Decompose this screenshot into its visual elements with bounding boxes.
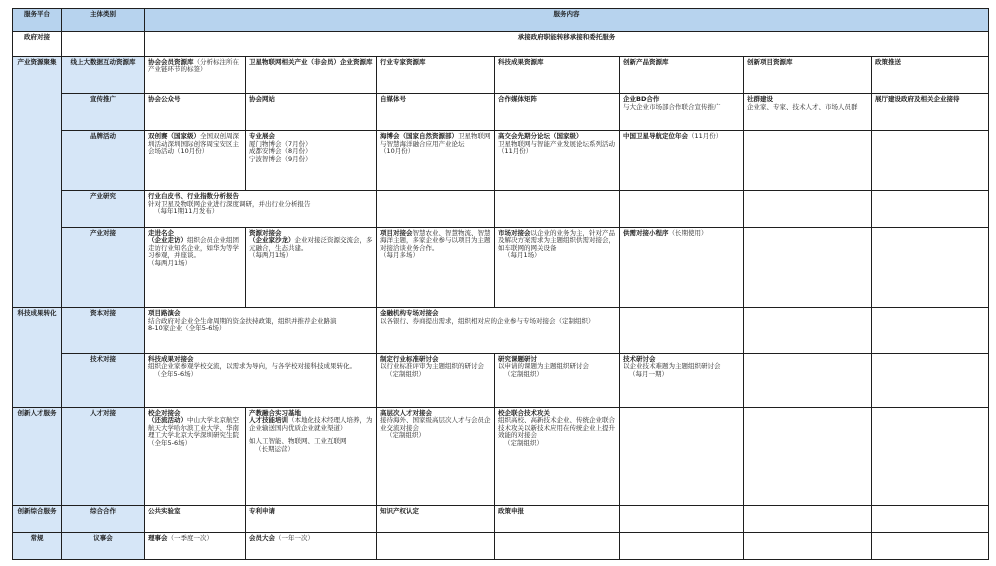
tech-dock-row [13, 353, 989, 407]
talent-c2-text: （本地化技术经理人培养，为企业输送国内优质企业就业渠道） [249, 416, 373, 432]
capital-label: 资本对接 [62, 308, 145, 354]
regular-row [13, 533, 989, 560]
brand-c3-title: 海博会（国家自然资源部） [380, 132, 458, 141]
brand-c1 [145, 131, 246, 191]
online-c2 [246, 56, 377, 93]
comprehensive-row [13, 506, 989, 533]
capital-c3-title: 金融机构专场对接会 [380, 309, 439, 318]
promo-c2-text: 协会网站 [249, 94, 275, 103]
comprehensive-c4-text: 政策申报 [498, 507, 524, 516]
brand-c4 [495, 131, 620, 191]
research-c5 [620, 191, 744, 227]
research-c3 [377, 191, 495, 227]
talent-row [13, 407, 989, 505]
comprehensive-c6 [744, 506, 872, 533]
online-c7-title: 政策推送 [875, 57, 901, 66]
techdock-c3-title: 制定行业标准研讨会 [380, 354, 439, 363]
techdock-c4-text: 以申请的课题为主题组织研讨会 [498, 362, 589, 371]
dock-c5-text: （长期使用） [668, 228, 708, 237]
dock-c3-title: 项目对接会 [380, 228, 413, 237]
talent-c1-title: 校企对接会 [148, 408, 181, 417]
regular-c2 [246, 533, 377, 560]
comprehensive-c5 [620, 506, 744, 533]
online-c4 [495, 56, 620, 93]
brand-c2-title: 专业展会 [249, 132, 275, 141]
research-c6 [744, 191, 872, 227]
comprehensive-c3 [377, 506, 495, 533]
promo-c4-text: 合作媒体矩阵 [498, 94, 537, 103]
brand-c2-line2: 成都安博会（8月份） [249, 147, 312, 156]
dock-c4 [495, 227, 620, 308]
research-c1 [145, 191, 377, 227]
comprehensive-c4 [495, 506, 620, 533]
techdock-c4-time: （定制组织） [504, 370, 543, 379]
online-c1-note: （分析标注所在产业链环节的标签） [148, 57, 239, 74]
brand-c4-title: 高交会先期分论坛（国家级） [498, 132, 583, 141]
promo-c4 [495, 93, 620, 130]
dock-c4-time: （每月1场） [504, 251, 541, 260]
online-c4-title: 科技成果资源库 [498, 57, 544, 66]
talent-c1-sub: （还流活动） [148, 416, 187, 425]
online-c5-title: 创新产品资源库 [623, 57, 669, 66]
gov-empty [62, 31, 145, 56]
techdock-c3-text: 以行业标准评审为主题组织的研讨会 [380, 362, 484, 371]
dock-label: 产业对接 [62, 227, 145, 308]
dock-c6 [744, 227, 872, 308]
regular-c2-text: （一年一次） [275, 534, 314, 542]
brand-c5-title: 中国卫星导航定位年会 [623, 132, 688, 141]
techdock-c5-time: （每月一期） [629, 370, 668, 379]
regular-c5 [620, 533, 744, 560]
comprehensive-c2-text: 专利申请 [249, 507, 275, 516]
talent-c5 [620, 407, 744, 505]
industry-promo-row [13, 93, 989, 130]
brand-c3 [377, 131, 495, 191]
regular-c1-title: 理事会 [148, 534, 168, 542]
brand-c2-line1: 厦门物博会（7月份） [249, 139, 312, 148]
talent-c3-time: （定制组织） [386, 431, 425, 440]
talent-c4-text: 组织高校、高新技术企业、传统企业联合技术攻关以新技术应用在传统企业上提升效能的对接会 [498, 416, 615, 440]
regular-sub: 议事会 [62, 533, 145, 560]
techdock-c4-title: 研究课题研讨 [498, 354, 537, 363]
talent-c2-line3: （长期运营） [255, 445, 294, 454]
brand-c6 [744, 131, 872, 191]
dock-c1-title: 走进名企 [148, 228, 174, 237]
techdock-c6 [744, 353, 872, 407]
online-c3 [377, 56, 495, 93]
dock-c2-time: （每两月1场） [249, 251, 293, 260]
talent-c3-title: 高层次人才对接会 [380, 408, 432, 417]
promo-c5-text: 与大企业市场部合作联合宣传推广 [623, 102, 721, 111]
dock-c2-sub: （企业家沙龙） [249, 236, 295, 245]
dock-c5-title: 供需对接小程序 [623, 228, 669, 237]
promo-c1 [145, 93, 246, 130]
brand-c5-text: （11月份） [688, 132, 723, 141]
capital-c3-text: 以各银行、券商提出需求，组织相对应的企业参与专场对接会（定制组织） [380, 316, 595, 325]
research-label: 产业研究 [62, 191, 145, 227]
dock-c3-time: （每月多场） [380, 251, 419, 260]
comprehensive-sub: 综合合作 [62, 506, 145, 533]
regular-c2-title: 会员大会 [249, 534, 275, 542]
promo-c7-text: 展厅建设政府及相关企业接待 [875, 94, 960, 103]
capital-c1-text: 结合政府对企业全生命周期的资金扶持政策，组织并推荐企业路演 [148, 316, 337, 325]
brand-c2-line3: 宁波智博会（9月份） [249, 154, 312, 163]
research-c1-text: 针对卫星及物联网企业进行深度调研，并出行业分析报告 [148, 199, 311, 208]
header-row [13, 9, 989, 32]
talent-c4-title: 校企联合技术攻关 [498, 408, 550, 417]
regular-label: 常规 [13, 533, 62, 560]
regular-c1-text: （一季度一次） [167, 534, 213, 542]
brand-label: 品牌活动 [62, 131, 145, 191]
talent-c6 [744, 407, 872, 505]
dock-c3 [377, 227, 495, 308]
capital-c1-title: 项目路演会 [148, 309, 181, 318]
comprehensive-c2 [246, 506, 377, 533]
talent-c4-time: （定制组织） [504, 439, 543, 448]
talent-c3-text: 接待海外、国家级高层次人才与会员企业交流对接会 [380, 416, 491, 432]
capital-c5 [620, 308, 744, 354]
dock-c1-time: （每两月1场） [148, 258, 192, 267]
brand-c4-text: 卫星物联网与智能产业发展论坛系列活动（11月份） [498, 139, 615, 156]
comprehensive-c1 [145, 506, 246, 533]
dock-c2-text: 企业对接泛资源交流会，多元融合，生态共建。 [249, 236, 373, 252]
gov-row [13, 31, 989, 56]
talent-c4 [495, 407, 620, 505]
tech-capital-row [13, 308, 989, 354]
talent-c2-line2: 如人工智能、物联网、工业互联网 [249, 437, 347, 446]
talent-c2-title: 产教融合实习基地 [249, 408, 301, 417]
research-c7 [872, 191, 989, 227]
online-c7 [872, 56, 989, 93]
brand-c1-title: 双创赛（国家级） [148, 132, 200, 141]
regular-c6 [744, 533, 872, 560]
capital-c6 [744, 308, 872, 354]
promo-c7 [872, 93, 989, 130]
capital-c1-line2: 8-10家企业（全年5-6场） [148, 324, 226, 333]
online-c5 [620, 56, 744, 93]
header-content: 服务内容 [145, 9, 989, 32]
dock-c1-sub: （企业走访） [148, 236, 187, 245]
industry-online-row [13, 56, 989, 93]
dock-c4-title: 市场对接会 [498, 228, 531, 237]
regular-c4 [495, 533, 620, 560]
promo-c5 [620, 93, 744, 130]
techdock-c1-title: 科技成果对接会 [148, 354, 194, 363]
comprehensive-c3-text: 知识产权认定 [380, 507, 419, 516]
brand-c5 [620, 131, 744, 191]
promo-label: 宣传推广 [62, 93, 145, 130]
talent-c2-sub: 人才技能培训 [249, 416, 288, 425]
promo-c6 [744, 93, 872, 130]
research-c4 [495, 191, 620, 227]
online-label: 线上大数据互动资源库 [62, 56, 145, 93]
comprehensive-c7 [872, 506, 989, 533]
online-c1-title: 协会会员资源库 [148, 57, 194, 66]
brand-c1-text: 全国双创周深圳活动深圳国际创客周宝安区主会场活动（10月份） [148, 132, 239, 156]
header-subject: 主体类别 [62, 9, 145, 32]
brand-c3-time: （10月份） [380, 147, 415, 156]
promo-c3 [377, 93, 495, 130]
promo-c3-text: 自媒体号 [380, 94, 406, 103]
talent-c7 [872, 407, 989, 505]
talent-label: 创新人才服务 [13, 407, 62, 505]
regular-c7 [872, 533, 989, 560]
dock-c4-text: 以企业的业务为主，针对产品及解决方案需求为主题组织供需对接会，如车联网的网关设备 [498, 228, 615, 252]
industry-research-row [13, 191, 989, 227]
research-c1-time: （每年1期11月发布） [154, 207, 219, 216]
promo-c6-title: 社群建设 [747, 94, 773, 103]
online-c2-title: 卫星物联网相关产业（非会员）企业资源库 [249, 57, 373, 66]
regular-c1 [145, 533, 246, 560]
talent-c1-text: 中山大学北京航空航天大学哈尔滨工业大学、华南理工大学北京大学深圳研究生院（全年5-6场） [148, 416, 239, 448]
techdock-c1-time: （全年5-6场） [154, 370, 198, 379]
regular-c3 [377, 533, 495, 560]
comprehensive-label: 创新综合服务 [13, 506, 62, 533]
comprehensive-c1-text: 公共实验室 [148, 507, 181, 516]
capital-c3 [377, 308, 620, 354]
techdock-c3-time: （定制组织） [386, 370, 425, 379]
talent-dock-label: 人才对接 [62, 407, 145, 505]
capital-c1 [145, 308, 377, 354]
talent-c3 [377, 407, 495, 505]
talent-c2 [246, 407, 377, 505]
techdock-c7 [872, 353, 989, 407]
industry-label: 产业资源聚集 [13, 56, 62, 308]
online-c6 [744, 56, 872, 93]
promo-c1-text: 协会公众号 [148, 94, 181, 103]
techdock-c5-title: 技术研讨会 [623, 354, 656, 363]
header-platform: 服务平台 [13, 9, 62, 32]
techdock-c1 [145, 353, 377, 407]
gov-content: 承接政府职能转移承接和委托服务 [145, 31, 989, 56]
techdock-c1-text: 组织企业家参观学校交流，以需求为导向，与各学校对接科技成果转化。 [148, 362, 356, 371]
online-c6-title: 创新项目资源库 [747, 57, 793, 66]
tech-label: 科技成果转化 [13, 308, 62, 407]
techdock-c5-text: 以企业技术难题为主题组织研讨会 [623, 362, 721, 371]
techdock-c4 [495, 353, 620, 407]
dock-c2-title: 资源对接会 [249, 228, 282, 237]
online-c1 [145, 56, 246, 93]
techdock-label: 技术对接 [62, 353, 145, 407]
industry-brand-row [13, 131, 989, 191]
dock-c1 [145, 227, 246, 308]
promo-c5-title: 企业BD合作 [623, 94, 660, 103]
dock-c3-text: 智慧农业、智慧物流、智慧海洋主题，多家企业参与以项目为主题对接洽谈业务合作。 [380, 228, 491, 252]
dock-c2 [246, 227, 377, 308]
talent-c1 [145, 407, 246, 505]
dock-c7 [872, 227, 989, 308]
dock-c1-text: 组织会员企业组团走访行业知名企业，如华为等学习参观，并座谈。 [148, 236, 239, 260]
brand-c7 [872, 131, 989, 191]
dock-c5 [620, 227, 744, 308]
service-content-table [12, 8, 989, 560]
research-c1-title: 行业白皮书、行业指数分析报告 [148, 192, 239, 201]
brand-c3-text: 卫星物联网与智慧海洋融合应用产业论坛 [380, 132, 491, 148]
capital-c7 [872, 308, 989, 354]
online-c3-title: 行业专家资源库 [380, 57, 426, 66]
gov-label: 政府对接 [13, 31, 62, 56]
techdock-c3 [377, 353, 495, 407]
techdock-c5 [620, 353, 744, 407]
brand-c2 [246, 131, 377, 191]
promo-c6-text: 企业家、专家、技术人才、市场人员群 [747, 102, 858, 111]
promo-c2 [246, 93, 377, 130]
industry-dock-row [13, 227, 989, 308]
